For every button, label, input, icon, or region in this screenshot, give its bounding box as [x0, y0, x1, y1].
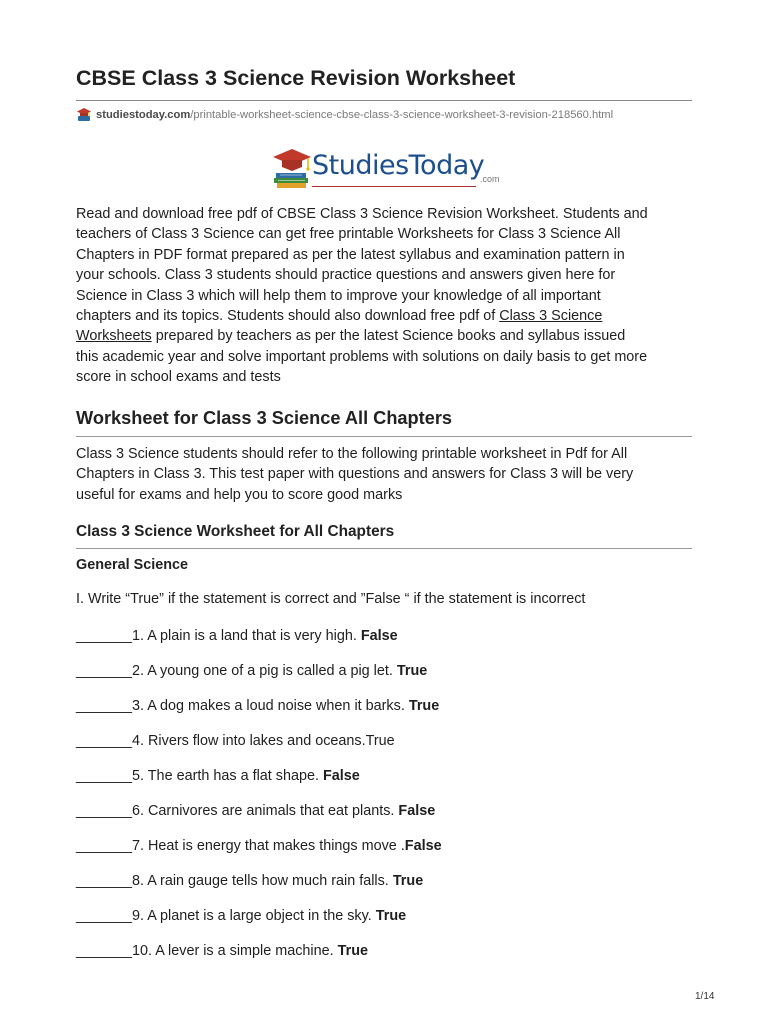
topic-heading: General Science: [76, 557, 188, 573]
intro-line: Chapters in PDF format prepared as per the latest syllabus and examination pattern in: [76, 246, 625, 263]
answer-text: True: [375, 908, 407, 924]
question-text: 4. Rivers flow into lakes and oceans.: [132, 733, 366, 749]
question-text: 8. A rain gauge tells how much rain falls.: [132, 873, 393, 889]
question-list: [76, 626, 442, 976]
class3-science-worksheets-link[interactable]: Class 3 Science: [499, 308, 603, 325]
source-path[interactable]: /printable-worksheet-science-cbse-class-3-science-worksheet-3-revision-218560.html: [190, 109, 614, 121]
page-number: 1/14: [695, 991, 715, 1002]
answer-blank: _______: [76, 803, 133, 819]
intro-line: score in school exams and tests: [76, 369, 281, 386]
logo-suffix: .com: [480, 174, 500, 184]
question-text: 5. The earth has a flat shape.: [132, 768, 323, 784]
question-text: 2. A young one of a pig is called a pig let.: [132, 663, 397, 679]
answer-text: False: [360, 628, 398, 644]
answer-blank: _______: [76, 663, 133, 679]
answer-text: False: [404, 838, 442, 854]
list-item: [76, 731, 442, 766]
list-item: [76, 941, 442, 976]
answer-text: True: [396, 663, 428, 679]
answer-blank: _______: [76, 733, 133, 749]
logo-wordmark: StudiesToday: [312, 150, 485, 181]
answer-blank: _______: [76, 908, 133, 924]
question-text: 9. A planet is a large object in the sky.: [132, 908, 376, 924]
intro-line: [76, 326, 696, 346]
section-heading: Worksheet for Class 3 Science All Chapters: [76, 408, 453, 428]
question-text: 1. A plain is a land that is very high.: [132, 628, 361, 644]
class3-science-worksheets-link-cont[interactable]: Worksheets: [76, 328, 152, 345]
list-item: [76, 836, 442, 871]
intro-line: your schools. Class 3 students should practice questions and answers given here for: [76, 267, 616, 284]
intro-line: Read and download free pdf of CBSE Class 3 Science Revision Worksheet. Students and: [76, 206, 648, 222]
answer-text: True: [392, 873, 424, 889]
intro-paragraph: [76, 204, 696, 388]
answer-blank: _______: [76, 838, 133, 854]
answer-blank: _______: [76, 768, 133, 784]
intro-line-text: chapters and its topics. Students should also download free pdf of: [76, 308, 500, 325]
studiestoday-favicon-icon: [76, 107, 92, 123]
intro-line: [76, 306, 696, 326]
question-text: 10. A lever is a simple machine.: [132, 943, 338, 959]
section-divider: [76, 436, 692, 437]
title-divider: [76, 100, 692, 101]
list-item: [76, 661, 442, 696]
list-item: [76, 906, 442, 941]
answer-blank: _______: [76, 873, 133, 889]
question-text: 7. Heat is energy that makes things move .: [132, 838, 405, 854]
answer-text: True: [337, 943, 368, 959]
subsection-divider: [76, 548, 692, 549]
source-url[interactable]: [76, 106, 696, 124]
answer-blank: _______: [76, 943, 133, 959]
intro-line-text: prepared by teachers as per the latest Science books and syllabus issued: [151, 328, 626, 345]
answer-blank: _______: [76, 628, 133, 644]
document-title: CBSE Class 3 Science Revision Worksheet: [76, 66, 516, 90]
section-line: Chapters in Class 3. This test paper with questions and answers for Class 3 will be very: [76, 466, 634, 483]
subsection-heading: Class 3 Science Worksheet for All Chapters: [76, 523, 395, 540]
section-line: Class 3 Science students should refer to the following printable worksheet in Pdf for All: [76, 446, 628, 462]
graduation-cap-books-icon: [270, 146, 314, 192]
answer-text: False: [322, 768, 360, 784]
studiestoday-logo: [270, 146, 502, 192]
instruction-text: I. Write “True” if the statement is correct and ”False “ if the statement is incorrect: [76, 591, 586, 607]
question-text: 3. A dog makes a loud noise when it barks.: [132, 698, 409, 714]
intro-line: teachers of Class 3 Science can get free printable Worksheets for Class 3 Science All: [76, 226, 621, 243]
logo-underline: [312, 186, 476, 187]
source-domain[interactable]: studiestoday.com: [96, 109, 191, 121]
list-item: [76, 766, 442, 801]
list-item: [76, 871, 442, 906]
list-item: [76, 801, 442, 836]
list-item: [76, 626, 442, 661]
answer-text: False: [398, 803, 436, 819]
question-text: 6. Carnivores are animals that eat plants.: [132, 803, 399, 819]
list-item: [76, 696, 442, 731]
intro-line: Science in Class 3 which will help them to improve your knowledge of all important: [76, 287, 601, 304]
answer-text: True: [365, 733, 395, 749]
section-line: useful for exams and help you to score good marks: [76, 486, 403, 503]
answer-blank: _______: [76, 698, 133, 714]
answer-text: True: [408, 698, 440, 714]
intro-line: this academic year and solve important problems with solutions on daily basis to get more: [76, 348, 648, 365]
section-paragraph: [76, 444, 696, 505]
